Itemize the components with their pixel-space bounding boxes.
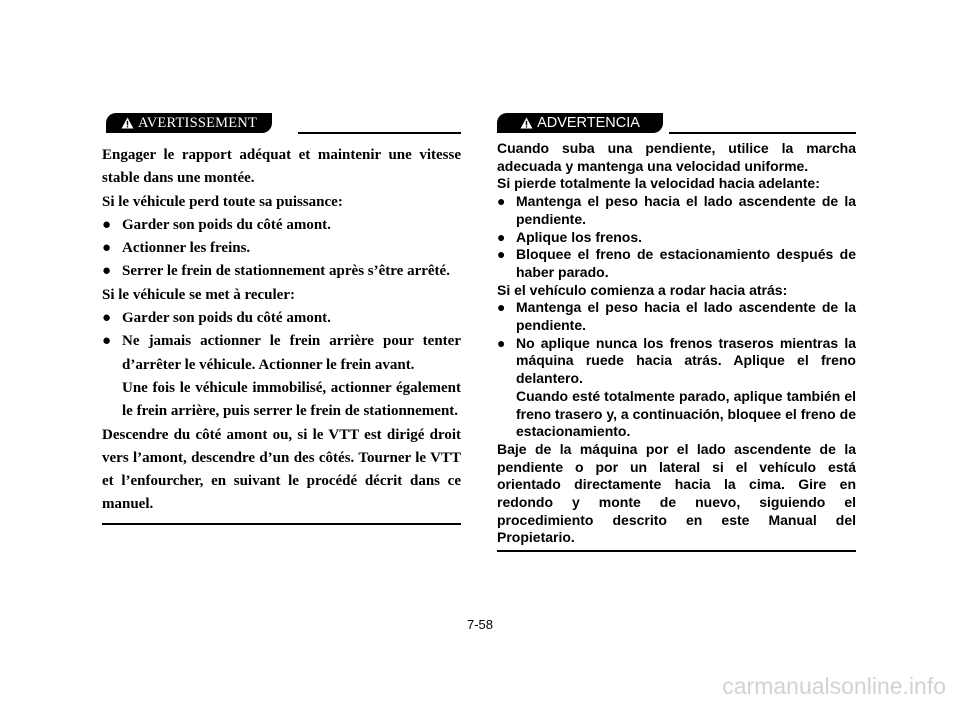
bullet-dot-icon: ● xyxy=(497,193,506,210)
paragraph: Baje de la máquina por el lado ascendente de la pendiente o por un lateral si el vehículo está orientado directamente hacia la cima. Gire en redondo y monte de nuevo, siguiendo el procedimiento descrito en este Manual del Propietario. xyxy=(497,440,856,546)
paragraph: Si le véhicule perd toute sa puissance: xyxy=(102,193,343,210)
watermark: carmanualsonline.info xyxy=(722,673,946,699)
bullet-item: ● No aplique nunca los frenos traseros mientras la máquina ruede hacia atrás. Aplique el freno delantero. xyxy=(497,334,856,387)
bullet-item: ● Bloquee el freno de estacionamiento después de haber parado. xyxy=(497,246,856,280)
bullet-continuation: Cuando esté totalmente parado, aplique también el freno trasero y, a continuación, bloquee el freno de estacionamiento. xyxy=(516,387,856,440)
warning-header-spanish xyxy=(497,113,856,135)
paragraph: Cuando suba una pendiente, utilice la marcha adecuada y mantenga una velocidad uniforme. xyxy=(497,140,856,174)
bullet-item: ● Serrer le frein de stationnement après s’être arrêté. xyxy=(102,260,461,283)
warning-badge-french xyxy=(106,113,272,133)
paragraph: Si pierde totalmente la velocidad hacia adelante: xyxy=(497,175,820,192)
bullet-continuation: Une fois le véhicule immobilisé, actionner également le frein arrière, puis serrer le frein de stationnement. xyxy=(122,379,461,420)
bullet-item: ● Garder son poids du côté amont. xyxy=(102,307,461,330)
bullet-dot-icon: ● xyxy=(102,240,112,257)
warning-body-spanish xyxy=(497,140,856,552)
warning-spanish xyxy=(497,113,856,552)
bullet-item: ● Mantenga el peso hacia el lado ascendente de la pendiente. xyxy=(497,299,856,334)
bullet-dot-icon: ● xyxy=(102,216,112,233)
bullet-dot-icon: ● xyxy=(497,228,506,245)
warning-header-french xyxy=(102,113,461,135)
bullet-dot-icon: ● xyxy=(497,334,506,351)
bullet-dot-icon: ● xyxy=(102,310,112,327)
bullet-dot-icon: ● xyxy=(102,263,112,280)
bullet-dot-icon: ● xyxy=(497,299,506,316)
footer-rule xyxy=(102,523,461,525)
warning-badge-spanish xyxy=(497,113,663,133)
bullet-dot-icon: ● xyxy=(497,246,506,263)
bullet-item: ● Aplique los frenos. xyxy=(497,228,643,245)
paragraph: Engager le rapport adéquat et maintenir une vitesse stable dans une montée. xyxy=(102,147,461,187)
warning-body-french xyxy=(102,144,461,525)
paragraph: Si el vehículo comienza a rodar hacia atrás: xyxy=(497,281,788,298)
warning-triangle-icon xyxy=(520,117,533,129)
badge-label: ADVERTENCIA xyxy=(537,115,640,131)
bullet-item: ● Actionner les freins. xyxy=(102,237,461,260)
paragraph: Si le véhicule se met à reculer: xyxy=(102,286,295,303)
bullet-item: ● Garder son poids du côté amont. xyxy=(102,214,461,237)
warning-french xyxy=(102,113,461,525)
page-number: 7-58 xyxy=(466,617,494,632)
bullet-dot-icon: ● xyxy=(102,333,112,350)
bullet-item: ● Ne jamais actionner le frein arrière pour tenter d’arrêter le véhicule. Actionner le frein avant. xyxy=(102,330,461,377)
paragraph: Descendre du côté amont ou, si le VTT est dirigé droit vers l’amont, descendre d’un des côtés. Tourner le VTT et l’enfourcher, en suivant le procédé décrit dans ce manuel. xyxy=(102,426,461,513)
warning-triangle-icon xyxy=(121,117,134,129)
badge-label: AVERTISSEMENT xyxy=(137,114,258,131)
bullet-item: ● Mantenga el peso hacia el lado ascendente de la pendiente. xyxy=(497,193,856,227)
header-rule xyxy=(298,132,461,134)
header-rule xyxy=(669,132,856,134)
footer-rule xyxy=(497,550,856,552)
